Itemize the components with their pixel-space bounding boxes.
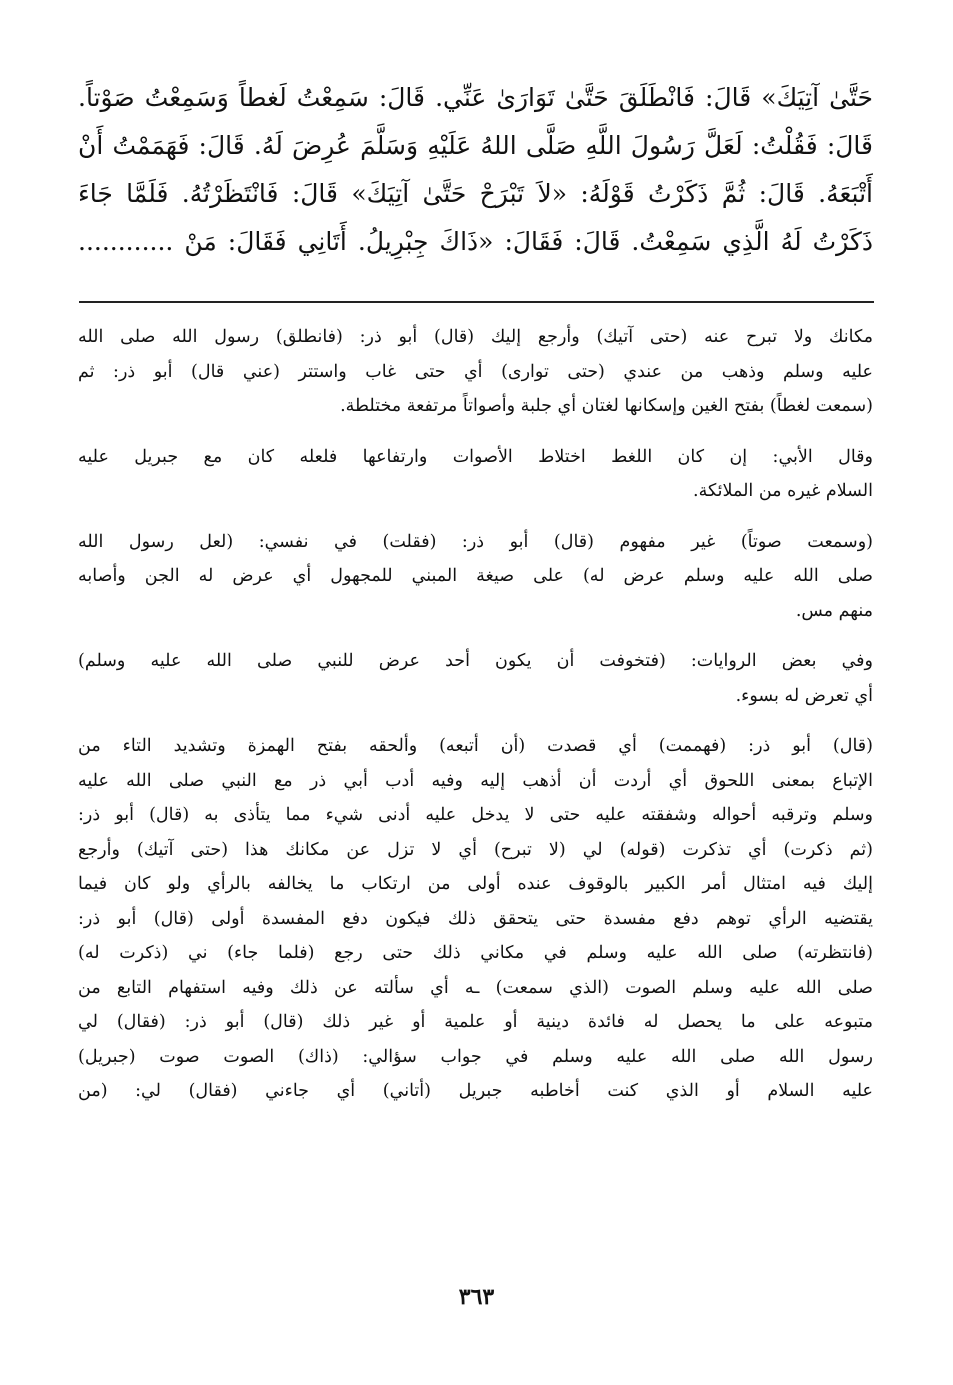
commentary-line: عليه السلام أو الذي كنت أخاطبه جبريل (أتاني) أي جاءني (فقال) لي: (من (78, 1081, 873, 1101)
page-number: ٣٦٣ (458, 1284, 495, 1310)
commentary-line: يقتضيه الرأي توهم دفع مفسدة حتى يتحقق ذلك فيكون دفع المفسدة أولى (قال) أبو ذر: (78, 908, 873, 929)
commentary-line: (قال) أبو ذر: (فهممت) أي قصدت (أن أتبعه) وألحقه بفتح الهمزة وتشديد التاء من (78, 736, 873, 756)
hadith-line: ذَكَرْتُ لَهُ الَّذِي سَمِعْتُ. قَالَ: فَقَالَ: «ذَاكَ جِبْرِيلُ. أَتَانِي فَقَالَ: مَنْ ............ (78, 227, 873, 256)
commentary-line: متبوعه على ما يحصل له فائدة دينية أو علمية أو غير ذلك (قال) أبو ذر: (فقال) لي (78, 1012, 873, 1032)
commentary-paragraph (78, 729, 873, 1109)
commentary-line: إليك فيه امتثال أمر الكبير بالوقوف عنده أولى من ارتكاب ما يخالفه بالرأي ولو كان فيما (78, 874, 873, 894)
commentary-line: صلى الله عليه وسلم الصوت (الذي سمعت) ـه أي سألته عن ذلك وفيه استفهام التابع من (78, 977, 873, 998)
commentary-line: أي تعرض له بسوء. (735, 685, 873, 706)
commentary-line: وقال الأبي: إن كان اللغط اختلاط الأصوات وارتفاعها فلعله كان مع جبريل عليه (78, 446, 873, 467)
commentary-block (78, 320, 873, 1125)
commentary-paragraph (78, 644, 873, 713)
commentary-line: الإتباع بمعنى اللحوق أي أردت أن أذهب إليه وفيه أدب أبي ذر مع النبي صلى الله عليه (78, 770, 873, 791)
commentary-line: منهم مس. (795, 600, 873, 621)
commentary-paragraph (78, 320, 873, 424)
commentary-line: رسول الله صلى الله عليه وسلم في جواب سؤالي: (ذاك) الصوت صوت (جبريل) (78, 1046, 873, 1067)
separator-line (79, 301, 874, 303)
hadith-line: قَالَ: فَقُلْتُ: لَعَلَّ رَسُولَ اللَّهِ صَلَّى اللهُ عَلَيْهِ وَسَلَّمَ عُرِضَ لَهُ. قَالَ: فَهَمَمْتُ أَنْ (78, 131, 873, 160)
hadith-line: حَتَّىٰ آتِيَكَ» قَالَ: فَانْطَلَقَ حَتَّىٰ تَوَارَىٰ عَنِّي. قَالَ: سَمِعْتُ لَغطاً وَسَمِعْتُ صَوْتاً. (78, 83, 873, 112)
commentary-line: وفي بعض الروايات: (فتخوفت أن يكون أحد عرض للنبي صلى الله عليه وسلم) (78, 651, 873, 671)
commentary-line: مكانك ولا تبرح عنه (حتى آتيك) وأرجع إليك (قال) أبو ذر: (فانطلق) رسول الله صلى الله (78, 327, 873, 347)
commentary-line: (ثم ذكرت) أي تذكرت (قوله) لي (لا تبرح) أي لا تزل عن مكانك هذا (حتى آتيك) وأرجع (78, 839, 873, 860)
commentary-line: (وسمعت صوتاً) غير مفهوم (قال) أبو ذر: (فقلت) في نفسي: (لعل رسول الله (78, 531, 873, 552)
commentary-paragraph (78, 440, 873, 509)
commentary-line: صلى الله عليه وسلم عرض له) على صيغة المبني للمجهول أي عرض له الجن وأصابه (78, 566, 873, 586)
commentary-paragraph (78, 525, 873, 629)
commentary-line: السلام غيره من الملائكة. (693, 481, 873, 501)
commentary-line: (سمعت لغطاً) بفتح الغين وإسكانها لغتان أي جلبة وأصواتاً مرتفعة مختلطة. (340, 396, 873, 416)
hadith-line: أَتْبَعَهُ. قَالَ: ثُمَّ ذَكَرْتُ قَوْلَهُ: «لاَ تَبْرَحْ حَتَّىٰ آتِيَكَ» قَالَ: فَانْتَظَرْتُهُ. فَلَمَّا جَاءَ (78, 179, 873, 208)
commentary-line: عليه وسلم وذهب من عندي (حتى توارى) أي حتى غاب واستتر (عني قال) أبو ذر: ثم (78, 361, 873, 382)
commentary-line: (فانتظرته) صلى الله عليه وسلم في مكاني ذلك حتى رجع (فلما جاء) ني (ذكرت له) (78, 943, 873, 963)
commentary-line: وسلم وترقبه أحواله وشفقته عليه حتى لا يدخل عليه أدنى شيء مما يتأذى به (قال) أبو ذر: (78, 805, 873, 825)
hadith-text-block (78, 74, 873, 266)
